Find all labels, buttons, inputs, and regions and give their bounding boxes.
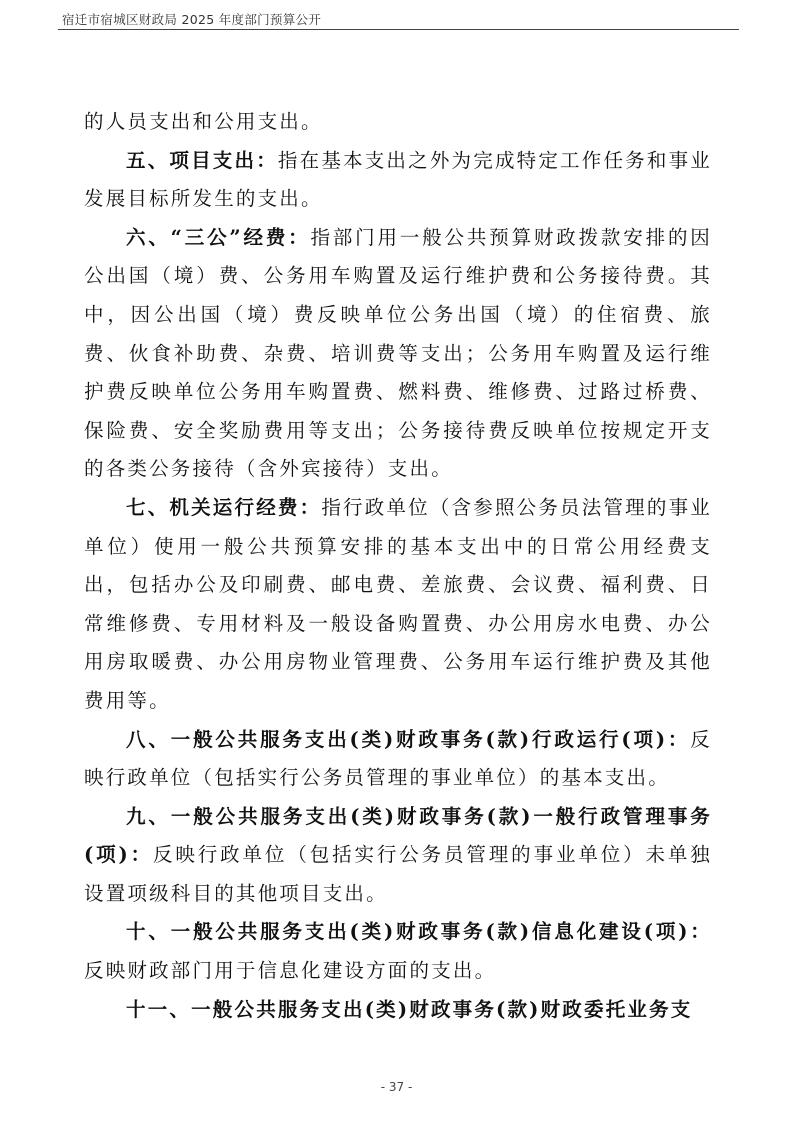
section-heading: 七、机关运行经费：: [126, 495, 322, 519]
paragraph-text: 反映行政单位（包括实行公务员管理的事业单位）未单独设置项级科目的其他项目支出。: [84, 843, 712, 905]
paragraph-continuation: [84, 103, 712, 142]
paragraph-informatization: [84, 913, 712, 990]
paragraph-text: 指在基本支出之外为完成特定工作任务和事业发展目标所发生的支出。: [84, 148, 712, 211]
page-header: 宿迁市宿城区财政局 2025 年度部门预算公开: [62, 12, 322, 27]
paragraph-text: 反映财政部门用于信息化建设方面的支出。: [84, 959, 497, 983]
header-divider: [58, 29, 739, 30]
section-heading: 六、“三公”经费：: [126, 225, 311, 249]
section-heading: 九、一般公共服务支出(类)财政事务(款)一般行政管理事务(项)：: [84, 804, 712, 867]
section-heading: 八、一般公共服务支出(类)财政事务(款)行政运行(项)：: [126, 727, 691, 751]
paragraph-text: 的人员支出和公用支出。: [84, 110, 323, 133]
paragraph-agency-operating-expenses: [84, 489, 712, 721]
paragraph-project-expenditure: [84, 142, 712, 219]
document-body: [84, 103, 712, 1029]
paragraph-three-public-expenses: [84, 219, 712, 489]
page-number: - 37 -: [380, 1080, 413, 1094]
section-heading: 十、一般公共服务支出(类)财政事务(款)信息化建设(项)：: [126, 920, 712, 944]
section-heading: 五、项目支出：: [126, 148, 278, 172]
section-heading: 十一、一般公共服务支出(类)财政事务(款)财政委托业务支: [126, 997, 693, 1021]
paragraph-general-administration: [84, 798, 712, 914]
paragraph-administrative-operation: [84, 721, 712, 798]
paragraph-text: 指部门用一般公共预算财政拨款安排的因公出国（境）费、公务用车购置及运行维护费和公务接待费。其中，因公出国（境）费反映单位公务出国（境）的住宿费、旅费、伙食补助费、杂费、培训费等支出；公务用车购置及运行维护费反映单位公务用车购置费、燃料费、维修费、过路过桥费、保险费、安全奖励费用等支出；公务接待费反映单位按规定开支的各类公务接待（含外宾接待）支出。: [84, 225, 712, 481]
paragraph-text: 反映行政单位（包括实行公务员管理的事业单位）的基本支出。: [84, 727, 712, 790]
paragraph-entrusted-business: [84, 991, 712, 1030]
paragraph-text: 指行政单位（含参照公务员法管理的事业单位）使用一般公共预算安排的基本支出中的日常公用经费支出，包括办公及印刷费、邮电费、差旅费、会议费、福利费、日常维修费、专用材料及一般设备购置费、办公用房水电费、办公用房取暖费、办公用房物业管理费、公务用车运行维护费及其他费用等。: [84, 495, 712, 712]
